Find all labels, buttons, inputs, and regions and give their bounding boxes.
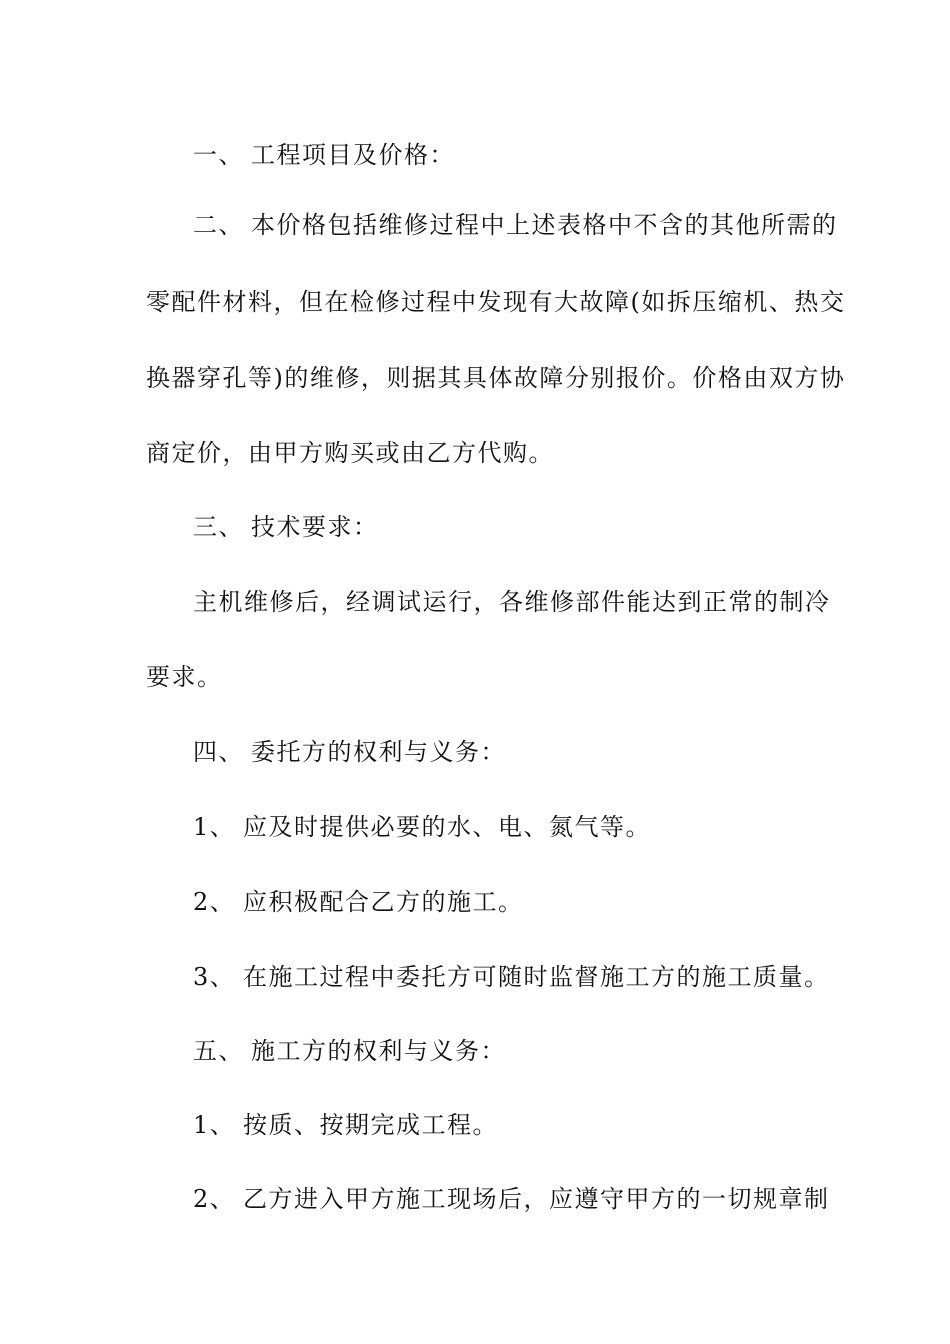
paragraph-text: 商定价，由甲方购买或由乙方代购。: [146, 439, 554, 467]
paragraph-text: 要求。: [146, 663, 223, 691]
list-number: 3、: [193, 963, 236, 991]
section-number: 一、: [193, 141, 244, 169]
list-item-text: 在施工过程中委托方可随时监督施工方的施工质量。: [243, 963, 830, 991]
section-title: 施工方的权利与义务：: [251, 1037, 506, 1065]
list-item-text: 乙方进入甲方施工现场后，应遵守甲方的一切规章制: [243, 1185, 830, 1213]
section-title: 工程项目及价格：: [251, 141, 455, 169]
section-heading-5: [193, 1035, 506, 1067]
paragraph-line: [193, 586, 831, 618]
section-title: 委托方的权利与义务：: [251, 738, 506, 766]
list-item-text: 应积极配合乙方的施工。: [243, 888, 524, 916]
section-number: 四、: [193, 738, 244, 766]
paragraph-text: 主机维修后，经调试运行，各维修部件能达到正常的制冷: [193, 588, 831, 616]
list-item-text: 应及时提供必要的水、电、氮气等。: [243, 813, 651, 841]
list-item-text: 按质、按期完成工程。: [243, 1111, 498, 1139]
paragraph-line: [146, 661, 223, 693]
list-item: [193, 811, 651, 843]
list-item: [193, 886, 524, 918]
section-heading-3: [193, 511, 379, 543]
paragraph-line: [146, 437, 554, 469]
section-heading-2: [193, 209, 838, 241]
list-item: [193, 1183, 830, 1215]
section-number: 三、: [193, 513, 244, 541]
list-item: [193, 1109, 498, 1141]
list-number: 2、: [193, 888, 236, 916]
paragraph-line: [146, 286, 845, 318]
paragraph-text: 零配件材料，但在检修过程中发现有大故障(如拆压缩机、热交: [146, 288, 846, 316]
section-heading-4: [193, 736, 506, 768]
paragraph-text: 本价格包括维修过程中上述表格中不含的其他所需的: [251, 211, 838, 239]
list-number: 1、: [193, 1111, 236, 1139]
list-number: 2、: [193, 1185, 236, 1213]
list-number: 1、: [193, 813, 236, 841]
section-number: 二、: [193, 211, 244, 239]
list-item: [193, 961, 830, 993]
section-title: 技术要求：: [251, 513, 379, 541]
section-number: 五、: [193, 1037, 244, 1065]
paragraph-text: 换器穿孔等)的维修，则据其具体故障分别报价。价格由双方协: [146, 364, 846, 392]
paragraph-line: [146, 362, 845, 394]
section-heading-1: [193, 139, 455, 171]
